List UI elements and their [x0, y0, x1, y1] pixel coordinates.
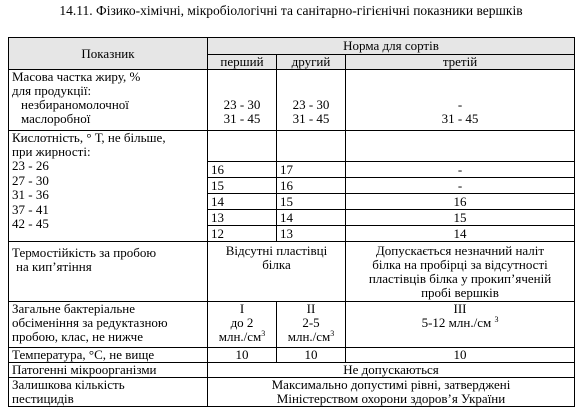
acidity-value: 15 [208, 178, 276, 194]
fat-value: 23 - 30 [223, 97, 261, 112]
acidity-value: 14 [277, 210, 345, 226]
bacteria-label [9, 302, 208, 348]
heat-label [9, 242, 208, 302]
heat-value-line: пластівців білка у прокип’яченій [368, 271, 552, 286]
fat-label [9, 70, 208, 131]
bacteria-range: до 2 [230, 315, 254, 330]
acidity-value: 15 [346, 210, 574, 226]
bacteria-class: III [453, 301, 467, 316]
pesticides-value [208, 378, 575, 407]
fat-value: - [457, 97, 463, 112]
row-pesticides [9, 378, 575, 407]
bacteria-range: 2-5 [302, 315, 320, 330]
acidity-label [9, 131, 208, 242]
heat-third [346, 242, 575, 302]
pesticides-value-line: Міністерством охорони здоров’я України [276, 391, 506, 406]
acidity-second [277, 131, 346, 242]
acidity-label-line: Кислотність, ° Т, не більше, [12, 130, 166, 145]
temperature-first: 10 [208, 348, 277, 363]
fat-second [277, 70, 346, 131]
heat-first-second [208, 242, 346, 302]
temperature-second: 10 [277, 348, 346, 363]
acidity-value: 14 [208, 194, 276, 210]
bacteria-unit-exponent: 3 [261, 329, 266, 338]
pesticides-label [9, 378, 208, 407]
table-caption: 14.11. Фізико-хімічні, мікробіологічні та санітарно-гігієнічні показники вершків [59, 3, 523, 18]
bacteria-first [208, 302, 277, 348]
pathogens-value: Не допускаються [208, 363, 575, 378]
quality-indicators-table [8, 37, 575, 407]
bacteria-class: II [306, 301, 316, 316]
acidity-value: 12 [211, 226, 224, 241]
acidity-value: 16 [208, 162, 276, 178]
header-norm: Норма для сортів [208, 38, 575, 55]
fat-label-line: для продукції: [12, 83, 92, 98]
acidity-range: 37 - 41 [12, 201, 49, 217]
pesticides-label-line: Залишкова кількість [12, 377, 125, 392]
header-row-1 [9, 38, 575, 55]
acidity-value: 16 [277, 178, 345, 194]
row-bacteria [9, 302, 575, 348]
fat-label-line: Масова частка жиру, % [12, 69, 141, 84]
temperature-label: Температура, °С, не вище [9, 348, 208, 363]
temperature-third: 10 [346, 348, 575, 363]
acidity-value: 15 [277, 194, 345, 210]
fat-value: 31 - 45 [292, 111, 330, 126]
bacteria-third [346, 302, 575, 348]
bacteria-label-line: обсіменіння за редуктазною [12, 315, 168, 330]
header-grade-third: третій [346, 55, 575, 70]
acidity-range: 23 - 26 [12, 158, 49, 173]
fat-value: 31 - 45 [223, 111, 261, 126]
bacteria-range: 5-12 млн./см [421, 315, 495, 330]
bacteria-unit: млн./см [218, 329, 262, 344]
bacteria-class: I [239, 301, 245, 316]
heat-label-line: на кип’ятіння [16, 259, 92, 274]
heat-value-line: пробі вершків [421, 285, 499, 300]
header-grade-second: другий [277, 55, 346, 70]
heat-value-line: білка [262, 257, 291, 272]
heat-value-line: Допускається незначний наліт [375, 243, 545, 258]
acidity-first [208, 131, 277, 242]
acidity-third [346, 131, 575, 242]
pathogens-label: Патогенні мікроорганізми [9, 363, 208, 378]
fat-sub-label: маслоробної [21, 111, 91, 126]
row-pathogens [9, 363, 575, 378]
fat-sub-label: незбираномолочної [21, 97, 129, 112]
acidity-range: 42 - 45 [12, 216, 49, 231]
bacteria-unit: млн./см [287, 329, 331, 344]
heat-value-line: білка на пробірці за відсутності [372, 257, 548, 272]
pesticides-value-line: Максимально допустимі рівні, затверджені [271, 377, 511, 392]
acidity-value: - [346, 162, 574, 178]
acidity-label-line: при жирності: [12, 144, 91, 159]
acidity-value: 13 [208, 210, 276, 226]
row-acidity [9, 131, 575, 242]
acidity-value: 14 [453, 226, 467, 241]
acidity-range: 27 - 30 [12, 172, 49, 188]
fat-first [208, 70, 277, 131]
row-heat-stability [9, 242, 575, 302]
fat-value: 23 - 30 [292, 97, 330, 112]
heat-value-line: Відсутні пластівці [225, 243, 328, 258]
bacteria-unit-exponent: 3 [330, 329, 335, 338]
fat-third [346, 70, 575, 131]
fat-value: 31 - 45 [441, 111, 479, 126]
header-indicator: Показник [9, 38, 208, 70]
row-fat [9, 70, 575, 131]
heat-label-line: Термостійкість за пробою [12, 245, 157, 260]
row-temperature [9, 348, 575, 363]
acidity-value: 17 [277, 162, 345, 178]
bacteria-label-line: Загальне бактеріальне [12, 301, 136, 316]
header-grade-first: перший [208, 55, 277, 70]
pesticides-label-line: пестицидів [12, 391, 74, 406]
acidity-value: 16 [346, 194, 574, 210]
bacteria-label-line: пробою, клас, не нижче [12, 329, 143, 344]
bacteria-second [277, 302, 346, 348]
acidity-range: 31 - 36 [12, 187, 49, 202]
bacteria-unit-exponent: 3 [494, 315, 499, 324]
acidity-value: 13 [280, 226, 293, 241]
acidity-value: - [346, 178, 574, 194]
